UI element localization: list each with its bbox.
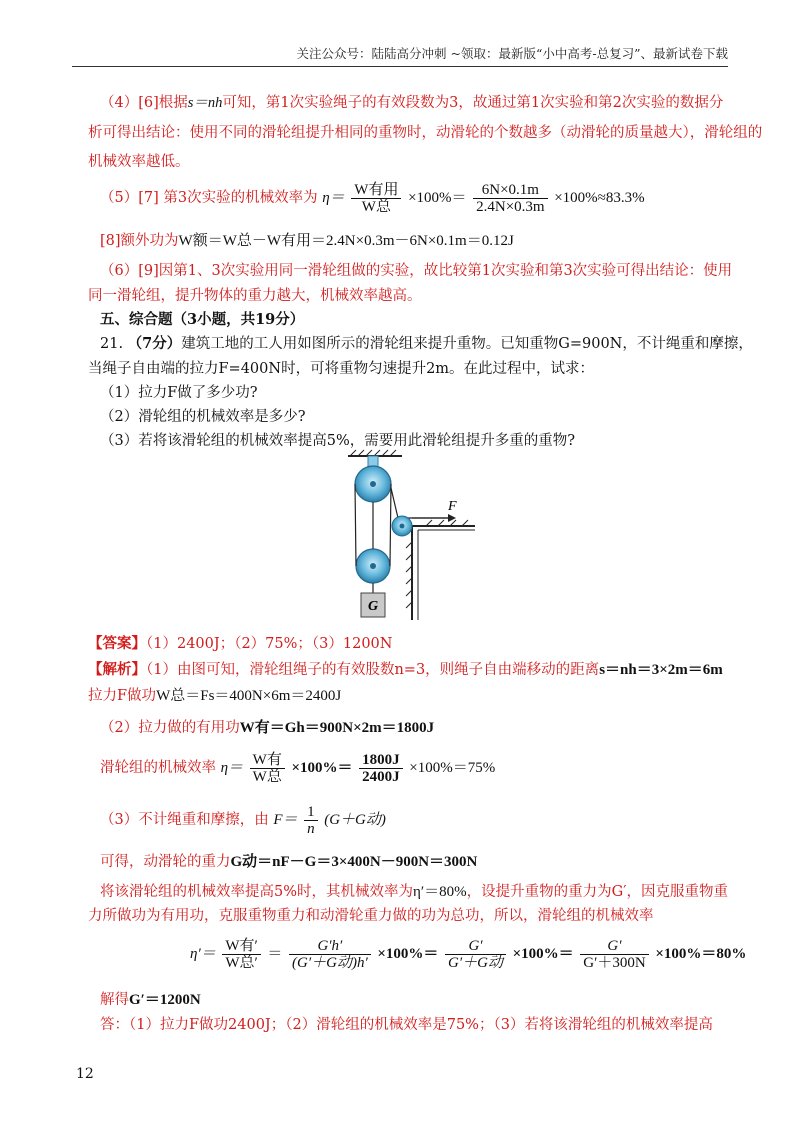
- analysis-l9-e2: ×100%＝: [377, 946, 439, 962]
- analysis-l4-frac1-den: W总: [252, 768, 282, 785]
- p4-text1: 可知，第1次实验绳子的有效段数为3，故通过第1次实验和第2次实验的数据分: [222, 95, 724, 111]
- p5-tail: ×100%≈83.3%: [554, 190, 645, 206]
- analysis-line1: [88, 658, 723, 682]
- p5-frac1: [351, 182, 401, 215]
- analysis-line8: 力所做功为有用功，克服重物重力和动滑轮重力做的功为总功，所以，滑轮组的机械效率: [88, 908, 654, 924]
- analysis-l4-tail: ×100%＝75%: [409, 760, 496, 776]
- weight-label: G: [367, 599, 379, 614]
- analysis-l6-text: 可得，动滑轮的重力: [100, 854, 231, 870]
- analysis-l9-frac1-num: W有′: [222, 938, 260, 955]
- analysis-line2: [88, 684, 708, 708]
- analysis-line9: [190, 934, 747, 974]
- wall-support: [406, 520, 475, 620]
- analysis-l10-eq: G′＝1200N: [129, 992, 201, 1008]
- p5-mid: ×100%＝: [408, 190, 467, 206]
- p4-line2: 析可得出结论：使用不同的滑轮组提升相同的重物时，动滑轮的个数越多（动滑轮的质量越大），滑轮组的: [88, 125, 763, 141]
- analysis-line10: [100, 988, 708, 1012]
- analysis-l4-frac1-num: W有: [250, 752, 285, 769]
- analysis-l3-text: （2）拉力做的有用功: [100, 720, 240, 736]
- answer-text: （1）2400J；（2）75%；（3）1200N: [146, 636, 393, 652]
- analysis-l10-text: 解得: [100, 992, 129, 1008]
- analysis-l4-text: 滑轮组的机械效率: [100, 760, 216, 776]
- analysis-l9-frac3-den: G′＋G动: [448, 954, 503, 971]
- analysis-l7-text2: ，设提升重物的重力为G′，因克服重物重: [466, 884, 729, 900]
- answer-line: [88, 632, 708, 656]
- p8-eq: W额＝W总－W有用＝2.4N×0.3m－6N×0.1m＝0.12J: [178, 233, 514, 249]
- analysis-l5-eq2: (G＋G动): [324, 812, 386, 828]
- analysis-l9-frac4: [580, 938, 648, 971]
- analysis-tag: 【解析】: [88, 661, 146, 678]
- analysis-l9-frac1: [222, 938, 260, 971]
- q21-num: 21.: [100, 336, 124, 352]
- p5-frac2-num: 6N×0.1m: [473, 182, 547, 199]
- q21-sub2: （2）滑轮组的机械效率是多少?: [100, 409, 306, 425]
- q21-sub1: （1）拉力F做了多少功?: [100, 385, 258, 401]
- analysis-l5-frac: [304, 804, 318, 837]
- analysis-l9-frac2-den: (G′＋G动)h′: [292, 954, 368, 971]
- analysis-l4-frac2-num: 1800J: [359, 752, 403, 769]
- analysis-line4: [100, 748, 708, 788]
- p4-formula: s＝nh: [187, 95, 223, 111]
- analysis-l5-text: （3）不计绳重和摩擦，由: [100, 812, 269, 828]
- analysis-l5-eq1: F＝: [273, 812, 298, 828]
- answer-tag: 【答案】: [88, 635, 146, 652]
- section-title: 五、综合题（3小题，共19分）: [100, 311, 305, 328]
- p5-frac1-num: W有用: [351, 182, 401, 199]
- analysis-l9-eq0: η′＝: [190, 946, 216, 962]
- analysis-l5-frac-num: 1: [304, 804, 318, 821]
- fixed-pulley-axle: [370, 481, 376, 487]
- analysis-l4-mid: ×100%＝: [291, 760, 353, 776]
- analysis-line7: [100, 880, 729, 904]
- analysis-l2-text: 拉力F做功: [88, 688, 157, 704]
- analysis-line5: [100, 800, 708, 840]
- analysis-l2-eq: W总＝Fs＝400N×6m＝2400J: [156, 688, 342, 704]
- analysis-l1-text: （1）由图可知，滑轮组绳子的有效股数n=3，则绳子自由端移动的距离: [146, 662, 600, 678]
- analysis-l4-frac2-den: 2400J: [362, 768, 400, 785]
- q21-text1: 建筑工地的工人用如图所示的滑轮组来提升重物。已知重物G=900N，不计绳重和摩擦，: [181, 336, 753, 352]
- q21-line2: 当绳子自由端的拉力F=400N时，可将重物匀速提升2m。在此过程中，试求：: [88, 361, 595, 377]
- p8-line: [100, 229, 708, 253]
- analysis-l9-frac2-num: G′h′: [289, 938, 371, 955]
- ceiling-hatch: [348, 450, 402, 456]
- corner-pulley-axle: [400, 524, 405, 529]
- pulley-figure: [330, 448, 490, 628]
- page-header: 关注公众号：陆陆高分冲刺 ~领取：最新版“小中高考-总复习”、最新试卷下载: [296, 46, 728, 61]
- analysis-l9-e3: ×100%＝: [512, 946, 574, 962]
- analysis-line6: [100, 850, 708, 874]
- analysis-l6-eq: G动＝nF－G＝3×400N－900N＝300N: [230, 854, 478, 870]
- analysis-l7-eq: η′＝80%: [413, 884, 467, 900]
- analysis-l3-eq: W有＝Gh＝900N×2m＝1800J: [239, 720, 435, 736]
- q21-sub3: （3）若将该滑轮组的机械效率提高5%，需要用此滑轮组提升多重的重物?: [100, 433, 575, 449]
- analysis-l9-e4: ×100%＝80%: [655, 946, 747, 962]
- p6-line2: 同一滑轮组，提升物体的重力越大，机械效率越高。: [88, 288, 422, 304]
- analysis-l4-frac1: [250, 752, 285, 785]
- header-divider: [72, 66, 728, 67]
- p6-line1: （6）[9]因第1、3次实验用同一滑轮组做的实验，故比较第1次实验和第3次实验可得出结论：使用: [100, 263, 733, 279]
- analysis-l9-frac2: [289, 938, 371, 971]
- q21-line1: [100, 332, 753, 356]
- p5-frac1-den: W总: [361, 198, 391, 215]
- analysis-l4-frac2: [359, 752, 403, 785]
- page-number: 12: [76, 1066, 94, 1082]
- p5-line: [100, 178, 708, 218]
- analysis-l9-frac3-num: G′: [445, 938, 506, 955]
- analysis-l9-frac4-den: G′＋300N: [583, 954, 646, 971]
- p4-prefix: （4）[6]根据: [100, 95, 188, 111]
- analysis-l9-frac1-den: W总′: [225, 954, 258, 971]
- analysis-l9-e1: ＝: [267, 946, 283, 962]
- p5-frac2-den: 2.4N×0.3m: [476, 198, 545, 215]
- force-label: F: [448, 499, 457, 514]
- p5-frac2: [473, 182, 547, 215]
- p5-eq: η＝: [322, 190, 345, 206]
- p4-line3: 机械效率越低。: [88, 154, 190, 170]
- analysis-l7-text1: 将该滑轮组的机械效率提高5%时，其机械效率为: [100, 884, 414, 900]
- analysis-l9-frac4-num: G′: [580, 938, 648, 955]
- p8-prefix: [8]额外功为: [100, 233, 179, 249]
- analysis-l5-frac-den: n: [307, 820, 315, 837]
- analysis-l1-eq: s＝nh＝3×2m＝6m: [599, 662, 723, 678]
- p5-prefix: （5）[7] 第3次实验的机械效率为: [100, 190, 318, 206]
- movable-pulley-axle: [370, 563, 376, 569]
- analysis-l9-frac3: [445, 938, 506, 971]
- analysis-line3: [100, 716, 708, 740]
- analysis-l4-eq: η＝: [220, 760, 244, 776]
- analysis-line11: 答：（1）拉力F做功2400J；（2）滑轮组的机械效率是75%；（3）若将该滑轮组的机械效率提高: [100, 1017, 713, 1033]
- q21-score: （7分）: [127, 335, 182, 352]
- p4-line1: [100, 91, 724, 115]
